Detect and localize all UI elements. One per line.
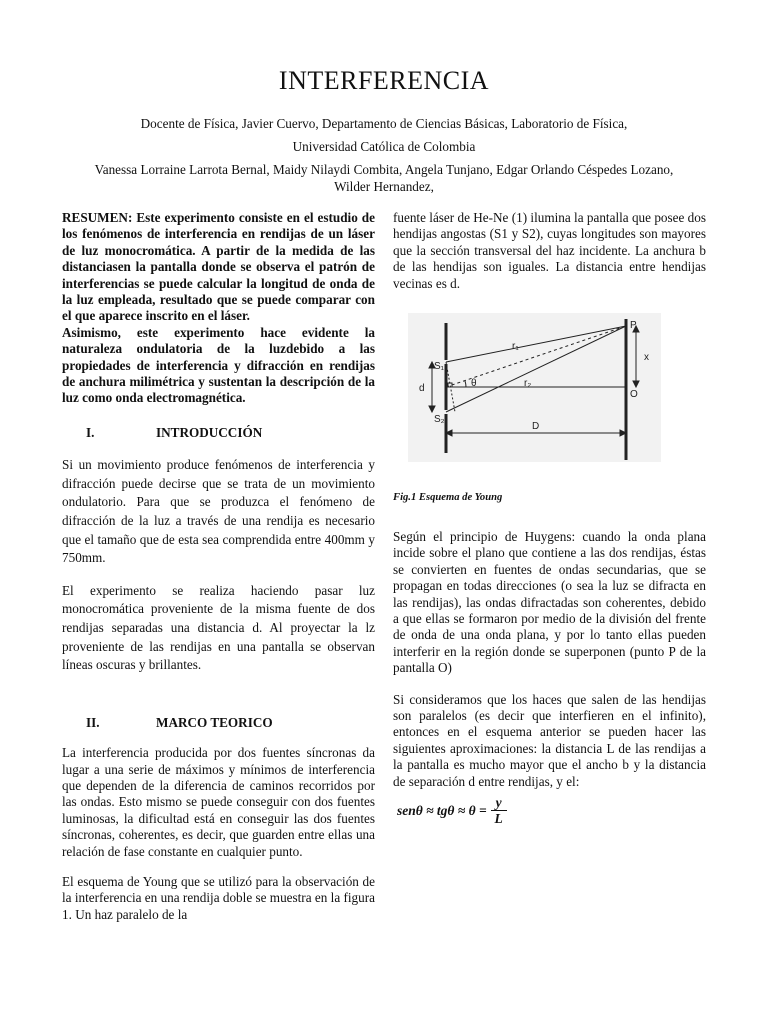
section-title: MARCO TEORICO xyxy=(156,714,273,730)
section-heading-marco-teorico xyxy=(62,715,375,731)
intro-paragraph: Si un movimiento produce fenómenos de interferencia y difracción puede decirse que se trata de un movimiento ondulatorio. Para que se produzca el fenómeno de difracción de la luz a través de una rendija es necesario que el tamaño que de esta sea comprendida entre 400mm y 750mm. xyxy=(62,457,375,566)
section-title: INTRODUCCIÓN xyxy=(156,424,263,440)
label-x: x xyxy=(644,352,649,363)
abstract-text: RESUMEN: Este experimento consiste en el estudio de los fenómenos de interferencia en rendijas de un láser de luz monocromática. A partir de la medida de las distanciasen la pantalla donde se observa el patrón de interferencias se puede calcular la longitud de onda de la luz empleada, resultado que se puede comparar con el que aparece inscrito en el láser. xyxy=(62,210,375,324)
label-d: d xyxy=(419,383,425,394)
label-r2: r₂ xyxy=(524,378,532,389)
label-S1: S₁ xyxy=(434,361,445,372)
affiliation-line: Docente de Física, Javier Cuervo, Departamento de Ciencias Básicas, Laboratorio de Física, xyxy=(140,116,628,131)
young-diagram-figure xyxy=(408,313,661,462)
laser-paragraph: fuente láser de He-Ne (1) ilumina la pantalla que posee dos hendijas angostas (S1 y S2), cuyas longitudes son mayores que la sección transversal del haz incidente. La anchura b de las hendijas son iguales. La distancia entre hendijas vecinas es d. xyxy=(393,210,706,291)
formula-fraction xyxy=(491,796,507,826)
left-column xyxy=(62,210,375,923)
formula xyxy=(397,796,507,826)
formula-lhs: senθ ≈ tgθ ≈ θ = xyxy=(397,803,487,818)
section-number: II. xyxy=(86,714,100,730)
ray-r1 xyxy=(446,326,626,362)
theta-arc xyxy=(465,381,466,387)
right-column-bottom xyxy=(393,529,706,790)
label-r1: r₁ xyxy=(512,341,519,352)
theory-paragraph-2: El esquema de Young que se utilizó para la observación de la interferencia en una rendija doble se muestra en la figura 1. Un haz paralelo de la xyxy=(62,874,375,922)
affiliation-university: Universidad Católica de Colombia xyxy=(292,139,476,154)
abstract-text-2: Asimismo, este experimento hace evidente la naturaleza ondulatoria de la luzdebido a las propiedades de interferencia y difracción en rendijas de anchura milimétrica y sustentan la descripción de la luz como onda electromagnética. xyxy=(62,324,375,406)
section-heading-introduccion xyxy=(62,425,375,441)
figure-caption: Fig.1 Esquema de Young xyxy=(393,492,503,503)
label-S2: S₂ xyxy=(434,414,445,425)
intro-paragraph-2: El experimento se realiza haciendo pasar luz monocromática proveniente de la misma fuente de dos rendijas separadas una distancia d. Al proyectar la lz proveniente de las rendijas en una pantalla se observan líneas oscuras y brillantes. xyxy=(62,582,375,673)
label-P: P xyxy=(630,320,637,331)
arrow-x-bottom xyxy=(633,381,639,387)
section-number: I. xyxy=(86,424,95,440)
label-O: O xyxy=(630,389,638,400)
paper-title: INTERFERENCIA xyxy=(278,66,490,95)
authors-line-2: Wilder Hernandez, xyxy=(334,179,434,194)
approximation-paragraph: Si consideramos que los haces que salen de las hendijas son paralelos (es decir que interfieren en el infinito), entonces en el esquema anterior se pueden hacer las siguientes aproximaciones: la distancia L de las rendijas a la pantalla es mucho mayor que el ancho b y la distancia de separación d entre rendijas, y el: xyxy=(393,691,706,789)
theory-paragraph: La interferencia producida por dos fuentes síncronas da lugar a una serie de máximos y mínimos de interferencia que dependen de la diferencia de caminos recorridos por las ondas. Esto mismo se puede conseguir con dos fuentes luminosas, la dificultad está en conseguir las dos fuentes síncronas, coherentes, es decir, que guarden entre ellas una relación de fase constante en cualquier punto. xyxy=(62,745,375,859)
ray-r2 xyxy=(446,326,626,412)
huygens-paragraph: Según el principio de Huygens: cuando la onda plana incide sobre el plano que contiene a las dos rendijas, éstas se convierten en fuentes de ondas secundarias, que se propagan en todas direcciones (o sea la luz se difracta en las rendijas), las ondas difractadas son coherentes, debido a que ellas se formaron por medio de la división del frente de onda de una onda plana, y por lo tanto ellas pueden interferir en la región donde se superponen (punto P de la pantalla O) xyxy=(393,529,706,676)
label-theta: θ xyxy=(471,378,477,389)
right-column-top xyxy=(393,210,706,292)
authors-line: Vanessa Lorraine Larrota Bernal, Maidy Nilaydi Combita, Angela Tunjano, Edgar Orlando Céspedes Lozano, xyxy=(94,162,674,177)
arrow-d-bottom xyxy=(429,406,435,412)
formula-denominator: L xyxy=(494,811,503,826)
young-diagram xyxy=(408,313,661,462)
label-D: D xyxy=(532,421,540,432)
formula-numerator: y xyxy=(495,795,502,810)
